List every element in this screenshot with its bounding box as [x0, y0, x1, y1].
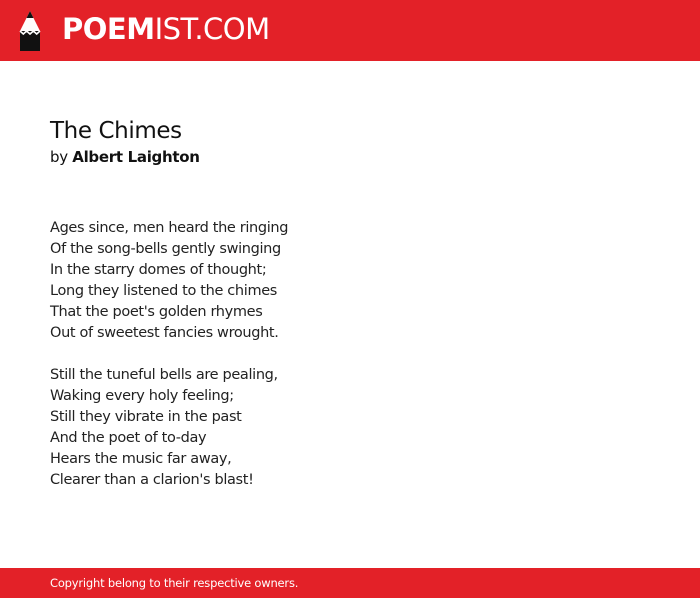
brand-bold-text: POEM — [62, 11, 155, 46]
poem-author: Albert Laighton — [72, 148, 200, 166]
poem-line: Of the song-bells gently swinging — [50, 241, 281, 257]
poem-title: The Chimes — [50, 118, 182, 144]
poem-line: That the poet's golden rhymes — [50, 304, 263, 320]
byline-label: by — [50, 148, 68, 166]
poem-line: Ages since, men heard the ringing — [50, 220, 289, 236]
poem-line: Waking every holy feeling; — [50, 388, 234, 404]
poem-line: Still the tuneful bells are pealing, — [50, 367, 278, 383]
poem-line: Clearer than a clarion's blast! — [50, 472, 254, 488]
poem-stanza-2 — [50, 365, 650, 491]
poem-line: Hears the music far away, — [50, 451, 232, 467]
pencil-icon — [18, 10, 42, 52]
copyright-text: Copyright belong to their respective owners. — [50, 576, 299, 590]
poem-stanza-1 — [50, 218, 650, 344]
poem-line: Still they vibrate in the past — [50, 409, 242, 425]
site-footer — [0, 568, 700, 598]
site-brand — [62, 11, 270, 46]
poem-byline — [50, 147, 650, 167]
poem-line: And the poet of to-day — [50, 430, 207, 446]
brand-light-text: IST.COM — [154, 11, 270, 46]
poem-line: In the starry domes of thought; — [50, 262, 267, 278]
site-header — [0, 0, 700, 61]
poem-line: Out of sweetest fancies wrought. — [50, 325, 279, 341]
poem-line: Long they listened to the chimes — [50, 283, 277, 299]
poem-content — [50, 117, 650, 491]
site-logo-link[interactable] — [18, 9, 270, 53]
